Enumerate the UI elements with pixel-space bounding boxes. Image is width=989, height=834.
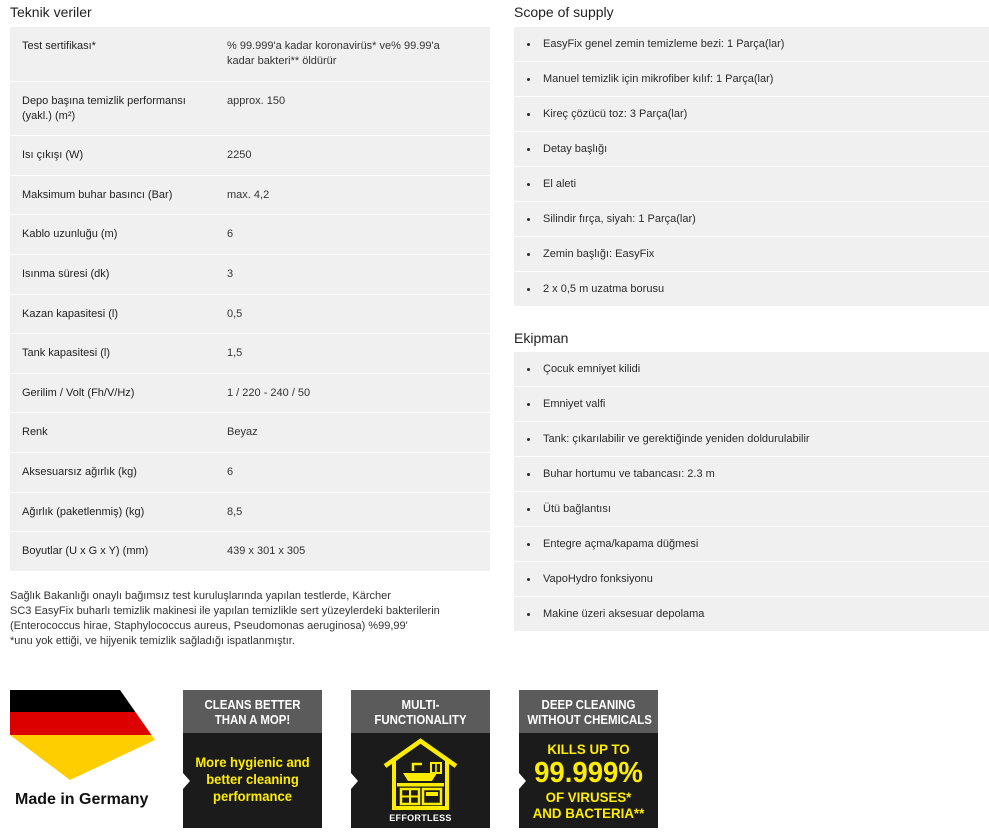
bullet-icon [527,403,530,406]
badge-header [183,690,322,733]
spec-row [10,334,490,374]
list-item-text: El aleti [543,178,577,190]
spec-row [10,532,490,572]
bullet-icon [527,508,530,511]
list-item-text: 2 x 0,5 m uzatma borusu [543,283,665,295]
list-item [514,387,989,422]
spec-value: 6 [227,228,234,241]
kill-rate-figure: 99.999% [534,757,643,789]
bullet-icon [527,288,530,291]
list-item-text: VapoHydro fonksiyonu [543,573,653,585]
bullet-icon [527,78,530,81]
equipment-heading: Ekipman [514,330,569,346]
bullet-icon [527,218,530,221]
spec-value: max. 4,2 [227,188,270,201]
bullet-icon [527,148,530,151]
spec-row [10,413,490,453]
spec-value: 8,5 [227,505,243,518]
germany-flag-icon [10,690,160,782]
badge-header [351,690,490,733]
spec-label: Boyutlar (U x G x Y) (mm) [22,545,149,558]
badge-header [519,690,658,733]
deep-cleaning-badge [519,690,658,828]
badge-body [351,733,490,828]
list-item [514,27,989,62]
spec-label: Aksesuarsız ağırlık (kg) [22,465,137,478]
spec-label: Isı çıkışı (W) [22,149,84,162]
spec-row [10,27,490,82]
spec-value: 6 [227,465,234,478]
list-item-text: Silindir fırça, siyah: 1 Parça(lar) [543,213,696,225]
cleans-better-badge [183,690,322,828]
made-in-germany-label: Made in Germany [15,791,149,808]
spec-value: % 99.999'a kadar koronavirüs* ve% 99.99'a kadar bakteri** öldürür [227,40,440,67]
effortless-caption: EFFORTLESS [389,813,452,823]
scope-of-supply-heading: Scope of supply [514,4,614,20]
spec-label: Renk [22,426,48,439]
badge-body-line: performance [213,788,292,804]
bullet-icon [527,43,530,46]
spec-value: 3 [227,267,234,280]
list-item [514,527,989,562]
list-item [514,97,989,132]
badge-body-line: OF VIRUSES* [545,789,632,805]
spec-label: Kazan kapasitesi (l) [22,307,118,320]
footnote-line: Sağlık Bakanlığı onaylı bağımsız test kuruluşlarında yapılan testlerde, Kärcher [10,589,391,602]
list-item-text: Zemin başlığı: EasyFix [543,248,655,260]
list-item-text: Manuel temizlik için mikrofiber kılıf: 1 Parça(lar) [543,73,774,85]
spec-row [10,136,490,176]
list-item-text: Detay başlığı [543,143,608,155]
badge-body-text [188,754,317,805]
badge-title [359,697,481,727]
technical-data-heading: Teknik veriler [10,4,92,20]
list-item-text: Kireç çözücü toz: 3 Parça(lar) [543,108,688,120]
spec-label: Ağırlık (paketlenmiş) (kg) [22,505,145,518]
multi-functionality-badge [351,690,490,828]
list-item [514,167,989,202]
list-item [514,492,989,527]
bullet-icon [527,183,530,186]
list-item [514,352,989,387]
spec-value: Beyaz [227,426,258,439]
badge-body-text [522,741,654,821]
scope-list [514,27,989,307]
spec-row [10,215,490,255]
badge-title-line: MULTI- [401,696,440,712]
list-item [514,597,989,632]
bullet-icon [527,113,530,116]
badge-title [191,697,313,727]
list-item [514,562,989,597]
footnote-line: (Enterococcus hirae, Staphylococcus aureus, Pseudomonas aeruginosa) %99,99' [10,619,408,632]
spec-label: Depo başına temizlik performansı (yakl.) (m²) [22,94,186,122]
badge-title-line: DEEP CLEANING [541,696,636,712]
bullet-icon [527,473,530,476]
spec-row [10,255,490,295]
list-item-text: Çocuk emniyet kilidi [543,363,641,375]
spec-value: 2250 [227,149,252,162]
list-item [514,132,989,167]
bullet-icon [527,438,530,441]
list-item [514,272,989,307]
list-item-text: Tank: çıkarılabilir ve gerektiğinde yeniden doldurulabilir [543,433,810,445]
spec-label: Test sertifikası* [22,40,96,52]
bullet-icon [527,368,530,371]
list-item [514,202,989,237]
badge-title-line: WITHOUT CHEMICALS [527,711,652,727]
badge-body-line: AND BACTERIA** [532,805,645,821]
badge-body-line: better cleaning [206,771,299,787]
list-item [514,457,989,492]
spec-label: Tank kapasitesi (l) [22,347,111,360]
scope-equipment-section [514,0,989,632]
list-item-text: Emniyet valfi [543,398,606,410]
list-item [514,237,989,272]
badge-title-line: CLEANS BETTER [204,696,301,712]
spec-value: 439 x 301 x 305 [227,545,306,558]
list-item-text: EasyFix genel zemin temizleme bezi: 1 Parça(lar) [543,38,785,50]
list-item [514,422,989,457]
technical-data-section [10,0,490,649]
badge-body-line: More hygienic and [195,754,310,770]
bullet-icon [527,613,530,616]
equipment-list [514,352,989,632]
spec-row [10,493,490,533]
spec-label: Kablo uzunluğu (m) [22,228,118,241]
spec-row [10,295,490,335]
footnote [10,589,490,649]
spec-row [10,374,490,414]
footnote-line: *unu yok ettiği, ve hijyenik temizlik sağladığı ispatlanmıştır. [10,634,295,647]
bullet-icon [527,543,530,546]
bullet-icon [527,578,530,581]
badge-body [519,733,658,828]
spec-label: Maksimum buhar basıncı (Bar) [22,188,173,201]
badge-title-line: THAN A MOP! [214,711,291,727]
spec-row [10,453,490,493]
made-in-germany-badge [10,690,160,815]
list-item-text: Buhar hortumu ve tabancası: 2.3 m [543,468,715,480]
list-item-text: Makine üzeri aksesuar depolama [543,608,705,620]
spec-value: 1,5 [227,347,243,360]
bullet-icon [527,253,530,256]
spec-table [10,27,490,572]
spec-value: 1 / 220 - 240 / 50 [227,386,311,399]
spec-row [10,82,490,137]
spec-value: approx. 150 [227,94,286,107]
list-item [514,62,989,97]
list-item-text: Ütü bağlantısı [543,503,611,515]
badge-body-line: KILLS UP TO [547,741,630,757]
spec-label: Gerilim / Volt (Fh/V/Hz) [22,386,135,399]
badge-title-line: FUNCTIONALITY [374,711,467,727]
spec-row [10,176,490,216]
badge-title [527,696,652,727]
spec-label: Isınma süresi (dk) [22,267,110,280]
badge-body [183,733,322,828]
spec-value: 0,5 [227,307,243,320]
list-item-text: Entegre açma/kapama düğmesi [543,538,699,550]
footnote-line: SC3 EasyFix buharlı temizlik makinesi ile yapılan temizlikle sert yüzeylerdeki bakterilerin [10,604,440,617]
